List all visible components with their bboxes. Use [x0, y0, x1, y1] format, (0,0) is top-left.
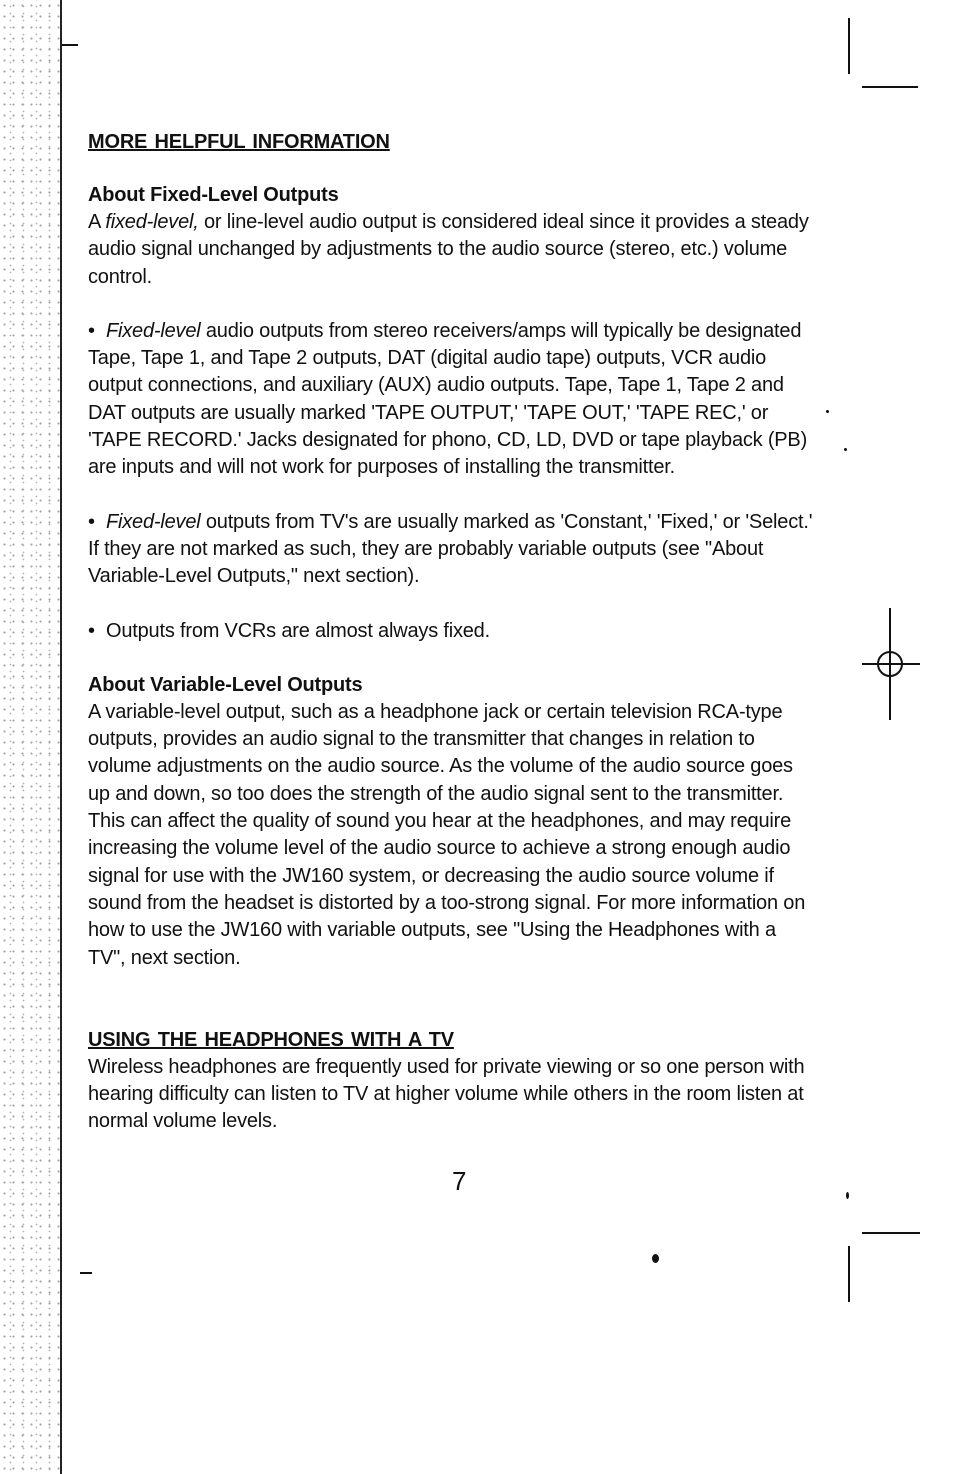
fixed-level-intro — [88, 209, 818, 291]
variable-level-heading: About Variable-Level Outputs — [88, 673, 363, 696]
bullet-icon: • — [88, 510, 95, 533]
fixed-level-heading: About Fixed-Level Outputs — [88, 184, 339, 206]
registration-crosshair-icon — [862, 608, 920, 720]
scan-dust — [846, 1192, 849, 1199]
scan-edge-line — [60, 0, 62, 1474]
section-heading-using-tv: USING THE HEADPHONES WITH A TV — [88, 1028, 454, 1051]
main-content — [88, 128, 818, 1136]
using-tv-text: Wireless headphones are frequently used for private viewing or so one person with hearing difficulty can listen to TV at higher volume while others in the room listen at normal volume levels. — [88, 1055, 805, 1133]
scan-dust — [652, 1254, 659, 1263]
page-number: 7 — [452, 1166, 467, 1196]
scan-dust — [826, 410, 829, 413]
crop-mark — [62, 44, 78, 46]
fixed-bullet2-term: Fixed-level — [106, 510, 201, 533]
section-heading-more-info: MORE HELPFUL INFORMATION — [88, 131, 390, 153]
fixed-bullet3-text: Outputs from VCRs are almost always fixed. — [106, 619, 490, 642]
fixed-bullet1-text: audio outputs from stereo receivers/amps will typically be designated Tape, Tape 1, and Tape 2 outputs, DAT (digital audio tape) outputs, VCR audio output connections, and auxiliary (AUX) audio outputs. Tape, Tape 1, Tape 2 and DAT outputs are usually marked 'TAPE OUTPUT,' 'TAPE OUT,' 'TAPE REC,' or 'TAPE RECORD.' Jacks designated for phono, CD, LD, DVD or tape playback (PB) are inputs and will not work for purposes of installing the transmitter. — [88, 319, 808, 479]
crop-mark — [848, 1246, 850, 1302]
fixed-bullet1-term: Fixed-level — [106, 319, 201, 342]
bullet-icon: • — [88, 319, 95, 342]
fixed-intro-term: fixed-level, — [105, 211, 199, 233]
fixed-bullet-vcr — [88, 618, 818, 645]
crop-mark — [848, 18, 850, 74]
fixed-bullet2-text: outputs from TV's are usually marked as 'Constant,' 'Fixed,' or 'Select.' If they are not marked as such, they are probably variable outputs (see "About Variable-Level Outputs," next section). — [88, 510, 813, 588]
fixed-bullet-receivers — [88, 318, 818, 482]
crop-mark — [80, 1272, 92, 1274]
scan-edge-speckle — [0, 0, 62, 1474]
fixed-intro-a: A — [88, 211, 106, 233]
scan-dust — [844, 448, 847, 451]
crop-mark — [862, 86, 918, 88]
variable-level-text: A variable-level output, such as a headphone jack or certain television RCA-type outputs, provides an audio signal to the transmitter that changes in relation to volume adjustments on the audio source. As the volume of the audio source goes up and down, so too does the strength of the audio signal sent to the transmitter. This can affect the quality of sound you hear at the headphones, and may require increasing the volume level of the audio source to achieve a strong enough audio signal for use with the JW160 system, or decreasing the audio source volume if sound from the headset is distorted by a too-strong signal. For more information on how to use the JW160 with variable outputs, see "Using the Headphones with a TV", next section. — [88, 700, 806, 969]
crop-mark — [862, 1232, 920, 1234]
bullet-icon: • — [88, 619, 95, 642]
fixed-bullet-tv — [88, 509, 818, 591]
fixed-intro-b: or line-level audio output is considered ideal since it provides a steady audio signal unchanged by adjustments to the audio source (stereo, etc.) volume control. — [88, 211, 809, 288]
